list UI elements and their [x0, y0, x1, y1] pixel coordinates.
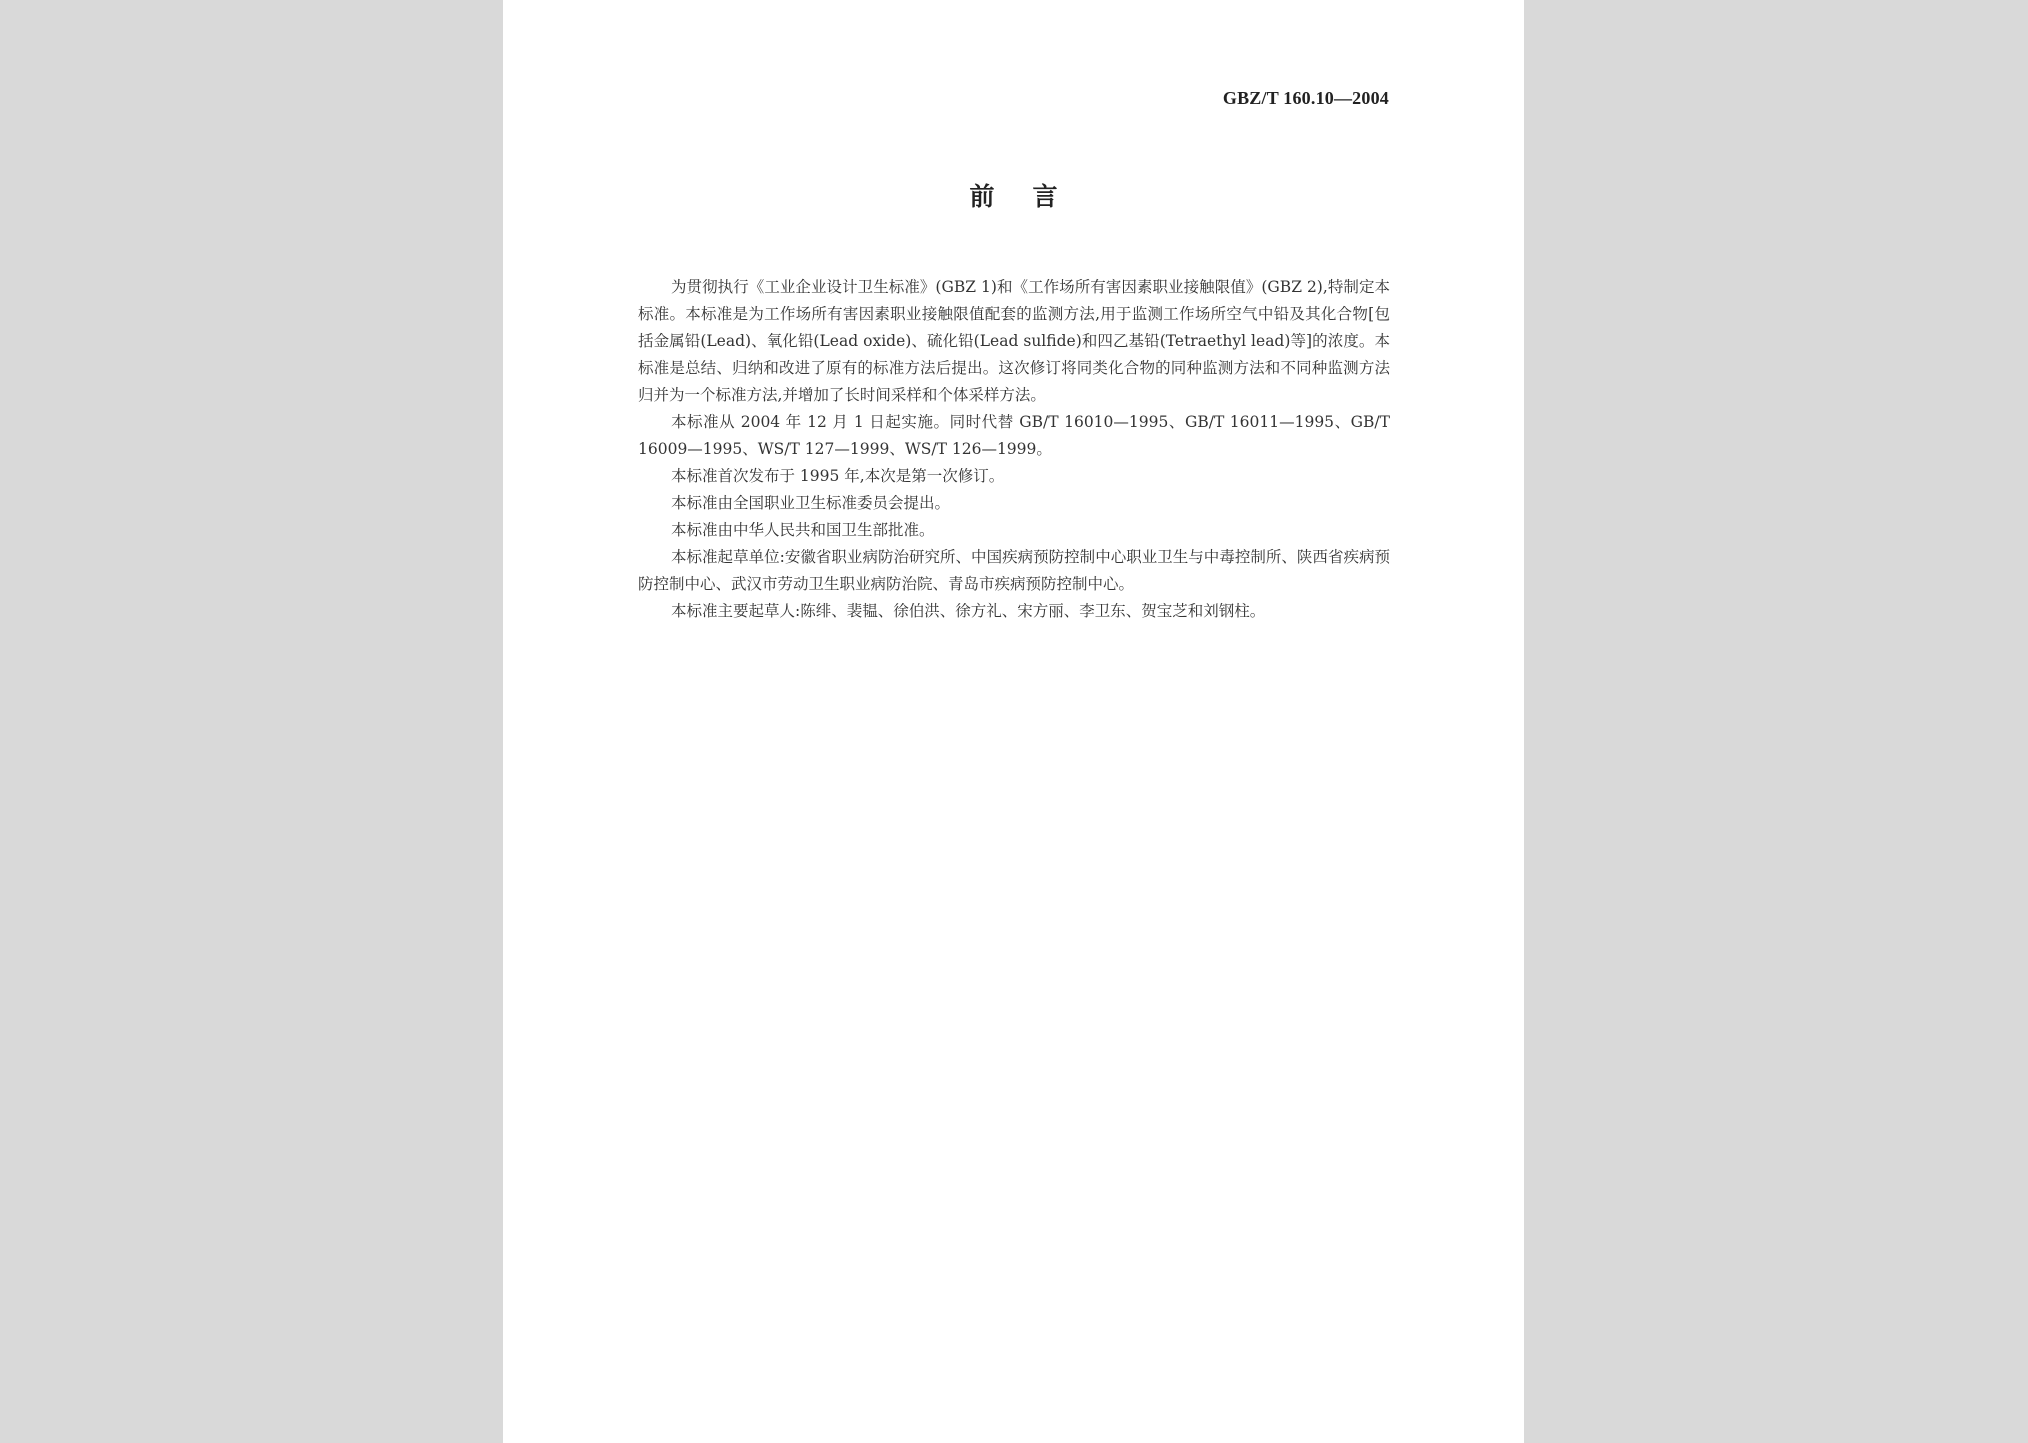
paragraph: 本标准由全国职业卫生标准委员会提出。 [671, 494, 951, 512]
paragraph: 本标准主要起草人:陈绯、裴韫、徐伯洪、徐方礼、宋方丽、李卫东、贺宝芝和刘钢柱。 [671, 602, 1266, 620]
document-page [503, 0, 1524, 1443]
foreword-body [638, 274, 1390, 625]
paragraph: 本标准由中华人民共和国卫生部批准。 [671, 521, 935, 539]
standard-code: GBZ/T 160.10—2004 [1222, 88, 1389, 108]
paragraph: 为贯彻执行《工业企业设计卫生标准》(GBZ 1)和《工作场所有害因素职业接触限值》(GBZ 2),特制定本标准。本标准是为工作场所有害因素职业接触限值配套的监测方法,用于监测工作场所空气中铅及其化合物[包括金属铅(Lead)、氧化铅(Lead oxide)、硫化铅(Lead sulfide)和四乙基铅(Tetraethyl lead)等]的浓度。本标准是总结、归纳和改进了原有的标准方法后提出。这次修订将同类化合物的同种监测方法和不同种监测方法归并为一个标准方法,并增加了长时间采样和个体采样方法。 [638, 278, 1390, 404]
paragraph: 本标准从 2004 年 12 月 1 日起实施。同时代替 GB/T 16010—1995、GB/T 16011—1995、GB/T 16009—1995、WS/T 127—1999、WS/T 126—1999。 [638, 413, 1390, 458]
page-heading: 前言 [969, 182, 1096, 211]
paragraph: 本标准起草单位:安徽省职业病防治研究所、中国疾病预防控制中心职业卫生与中毒控制所、陕西省疾病预防控制中心、武汉市劳动卫生职业病防治院、青岛市疾病预防控制中心。 [638, 548, 1390, 593]
paragraph: 本标准首次发布于 1995 年,本次是第一次修订。 [671, 467, 1005, 485]
